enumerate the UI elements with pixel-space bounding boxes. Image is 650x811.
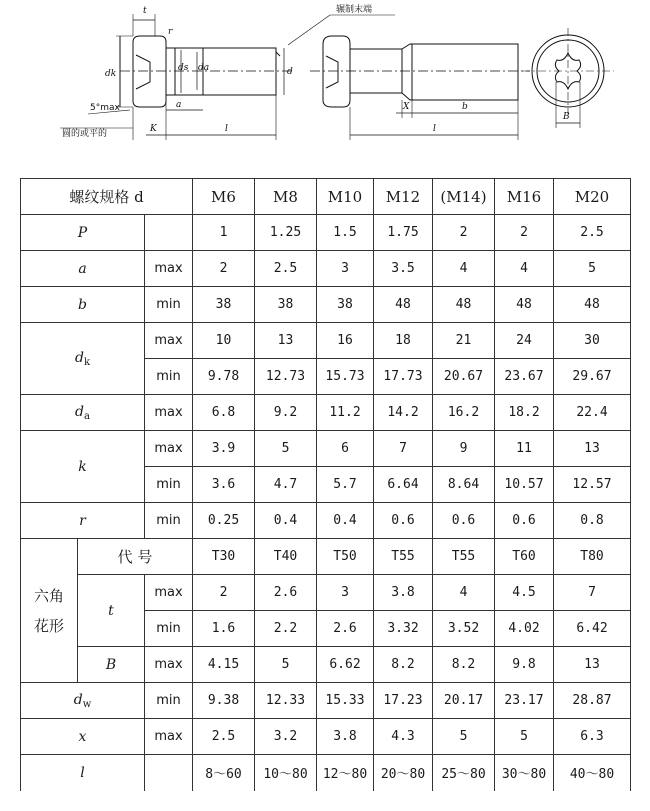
- group-hexalobular: [21, 539, 78, 683]
- symbol-b: b: [21, 287, 145, 323]
- table-row-l: [21, 755, 631, 791]
- limit-dk_max: max: [145, 323, 193, 359]
- cell-da-5: 18.2: [495, 395, 554, 431]
- cell-code-1: T40: [255, 539, 317, 575]
- cell-B-0: 4.15: [193, 647, 255, 683]
- cell-l-1: 10～80: [255, 755, 317, 791]
- symbol-r: r: [21, 503, 145, 539]
- cell-code-4: T55: [433, 539, 495, 575]
- cell-code-3: T55: [374, 539, 433, 575]
- cell-t_min-3: 3.32: [374, 611, 433, 647]
- symbol-l: l: [21, 755, 145, 791]
- socket-recess: [136, 55, 150, 89]
- cell-dw-3: 17.23: [374, 683, 433, 719]
- symbol-subscript: a: [84, 410, 90, 422]
- cell-dk_min-1: 12.73: [255, 359, 317, 395]
- cell-t_min-2: 2.6: [317, 611, 374, 647]
- cell-dk_min-6: 29.67: [554, 359, 631, 395]
- symbol-dw: $d_w$: [21, 683, 145, 719]
- label-max-angle: 5°max: [90, 103, 120, 113]
- limit-B: max: [145, 647, 193, 683]
- cell-a-2: 3: [317, 251, 374, 287]
- table-row-code: [21, 539, 631, 575]
- label-d: d: [287, 67, 293, 77]
- cell-dk_min-5: 23.67: [495, 359, 554, 395]
- header-size-0: M6: [193, 179, 255, 215]
- header-size-1: M8: [255, 179, 317, 215]
- cell-dk_min-2: 15.73: [317, 359, 374, 395]
- symbol-subscript: w: [82, 698, 92, 710]
- cell-x-6: 6.3: [554, 719, 631, 755]
- cell-dw-5: 23.17: [495, 683, 554, 719]
- symbol-a: a: [21, 251, 145, 287]
- cell-b-3: 48: [374, 287, 433, 323]
- cell-B-2: 6.62: [317, 647, 374, 683]
- cell-da-3: 14.2: [374, 395, 433, 431]
- cell-dk_min-3: 17.73: [374, 359, 433, 395]
- label-dk: dk: [105, 69, 117, 79]
- header-row: [21, 179, 631, 215]
- cell-dw-1: 12.33: [255, 683, 317, 719]
- cell-a-6: 5: [554, 251, 631, 287]
- cell-k_min-0: 3.6: [193, 467, 255, 503]
- label-r: r: [168, 27, 173, 37]
- limit-dk_min: min: [145, 359, 193, 395]
- cell-k_min-5: 10.57: [495, 467, 554, 503]
- label-l-2: l: [433, 124, 436, 134]
- cell-dk_max-3: 18: [374, 323, 433, 359]
- label-B: B: [563, 112, 570, 122]
- cell-t_max-5: 4.5: [495, 575, 554, 611]
- cell-k_max-4: 9: [433, 431, 495, 467]
- cell-x-0: 2.5: [193, 719, 255, 755]
- cell-t_min-1: 2.2: [255, 611, 317, 647]
- header-size-6: M20: [554, 179, 631, 215]
- cell-t_max-2: 3: [317, 575, 374, 611]
- cell-a-4: 4: [433, 251, 495, 287]
- table-row-da: [21, 395, 631, 431]
- table-row-B: [21, 647, 631, 683]
- cell-P-1: 1.25: [255, 215, 317, 251]
- cell-dk_max-4: 21: [433, 323, 495, 359]
- cell-r-0: 0.25: [193, 503, 255, 539]
- group-label-line: 六角: [33, 586, 64, 605]
- cell-r-3: 0.6: [374, 503, 433, 539]
- screw-head-outline-2: [323, 36, 350, 107]
- label-k: K: [150, 124, 157, 134]
- cell-l-2: 12～80: [317, 755, 374, 791]
- limit-k_min: min: [145, 467, 193, 503]
- cell-dw-0: 9.38: [193, 683, 255, 719]
- header-size-2: M10: [317, 179, 374, 215]
- label-ds: ds: [178, 63, 189, 73]
- cell-b-1: 38: [255, 287, 317, 323]
- cell-code-5: T60: [495, 539, 554, 575]
- cell-dw-4: 20.17: [433, 683, 495, 719]
- limit-da: max: [145, 395, 193, 431]
- header-size-3: M12: [374, 179, 433, 215]
- cell-b-4: 48: [433, 287, 495, 323]
- cell-t_min-6: 6.42: [554, 611, 631, 647]
- group-label-line: 花形: [33, 616, 64, 635]
- limit-t_max: max: [145, 575, 193, 611]
- cell-k_max-2: 6: [317, 431, 374, 467]
- cell-k_max-6: 13: [554, 431, 631, 467]
- cell-t_max-6: 7: [554, 575, 631, 611]
- cell-B-6: 13: [554, 647, 631, 683]
- cell-P-6: 2.5: [554, 215, 631, 251]
- cell-x-1: 3.2: [255, 719, 317, 755]
- cell-l-3: 20～80: [374, 755, 433, 791]
- limit-r: min: [145, 503, 193, 539]
- cell-P-3: 1.75: [374, 215, 433, 251]
- table-row-a: [21, 251, 631, 287]
- label-da: da: [198, 63, 210, 73]
- cell-t_min-5: 4.02: [495, 611, 554, 647]
- cell-B-5: 9.8: [495, 647, 554, 683]
- cell-da-0: 6.8: [193, 395, 255, 431]
- cell-code-6: T80: [554, 539, 631, 575]
- cell-dk_max-0: 10: [193, 323, 255, 359]
- label-b: b: [462, 102, 468, 112]
- symbol-x: x: [21, 719, 145, 755]
- cell-k_min-1: 4.7: [255, 467, 317, 503]
- cell-t_max-4: 4: [433, 575, 495, 611]
- cell-k_min-6: 12.57: [554, 467, 631, 503]
- header-label: 螺纹规格 d: [21, 179, 193, 215]
- table-row-x: [21, 719, 631, 755]
- cell-B-1: 5: [255, 647, 317, 683]
- cell-code-2: T50: [317, 539, 374, 575]
- cell-x-3: 4.3: [374, 719, 433, 755]
- cell-P-0: 1: [193, 215, 255, 251]
- cell-B-3: 8.2: [374, 647, 433, 683]
- specification-table: [20, 178, 631, 791]
- table-row-dk_max: [21, 323, 631, 359]
- cell-dk_max-1: 13: [255, 323, 317, 359]
- cell-a-0: 2: [193, 251, 255, 287]
- symbol-k_max: k: [21, 431, 145, 503]
- cell-k_min-4: 8.64: [433, 467, 495, 503]
- cell-t_max-1: 2.6: [255, 575, 317, 611]
- table-row-t_max: [21, 575, 631, 611]
- label-a: a: [176, 100, 182, 110]
- cell-dk_max-5: 24: [495, 323, 554, 359]
- cell-r-5: 0.6: [495, 503, 554, 539]
- code-label: 代 号: [78, 539, 193, 575]
- symbol-da: $d_a$: [21, 395, 145, 431]
- cell-k_max-5: 11: [495, 431, 554, 467]
- cell-r-6: 0.8: [554, 503, 631, 539]
- cell-k_min-3: 6.64: [374, 467, 433, 503]
- cell-b-5: 48: [495, 287, 554, 323]
- cell-k_max-0: 3.9: [193, 431, 255, 467]
- cell-a-1: 2.5: [255, 251, 317, 287]
- cell-l-0: 8～60: [193, 755, 255, 791]
- label-t: t: [143, 6, 147, 16]
- cell-k_max-3: 7: [374, 431, 433, 467]
- cell-k_max-1: 5: [255, 431, 317, 467]
- symbol-B: B: [78, 647, 145, 683]
- cell-l-5: 30～80: [495, 755, 554, 791]
- table-row-k_max: [21, 431, 631, 467]
- table-row-b: [21, 287, 631, 323]
- cell-b-0: 38: [193, 287, 255, 323]
- label-l: l: [225, 124, 228, 134]
- cell-r-4: 0.6: [433, 503, 495, 539]
- table-row-r: [21, 503, 631, 539]
- cell-b-2: 38: [317, 287, 374, 323]
- symbol-subscript: k: [83, 356, 91, 368]
- cell-x-5: 5: [495, 719, 554, 755]
- cell-a-3: 3.5: [374, 251, 433, 287]
- symbol-P: P: [21, 215, 145, 251]
- cell-x-2: 3.8: [317, 719, 374, 755]
- limit-t_min: min: [145, 611, 193, 647]
- cell-P-4: 2: [433, 215, 495, 251]
- cell-t_min-4: 3.52: [433, 611, 495, 647]
- cell-l-6: 40～80: [554, 755, 631, 791]
- cell-dk_min-0: 9.78: [193, 359, 255, 395]
- cell-dw-6: 28.87: [554, 683, 631, 719]
- table-row-P: [21, 215, 631, 251]
- symbol-t: t: [78, 575, 145, 647]
- cell-r-2: 0.4: [317, 503, 374, 539]
- limit-P: [145, 215, 193, 251]
- cell-b-6: 48: [554, 287, 631, 323]
- cell-code-0: T30: [193, 539, 255, 575]
- cell-a-5: 4: [495, 251, 554, 287]
- header-size-4: (M14): [433, 179, 495, 215]
- cell-da-4: 16.2: [433, 395, 495, 431]
- table-row-dw: [21, 683, 631, 719]
- cell-k_min-2: 5.7: [317, 467, 374, 503]
- label-ground-end: 辗制末端: [336, 5, 373, 15]
- limit-dw: min: [145, 683, 193, 719]
- cell-da-1: 9.2: [255, 395, 317, 431]
- limit-x: max: [145, 719, 193, 755]
- cell-da-2: 11.2: [317, 395, 374, 431]
- cell-dw-2: 15.33: [317, 683, 374, 719]
- cell-dk_max-6: 30: [554, 323, 631, 359]
- cell-t_max-0: 2: [193, 575, 255, 611]
- label-rounded-or-flat: 圆的或平的: [62, 129, 108, 139]
- cell-da-6: 22.4: [554, 395, 631, 431]
- limit-k_max: max: [145, 431, 193, 467]
- cell-l-4: 25～80: [433, 755, 495, 791]
- label-x: X: [403, 102, 410, 112]
- symbol-dk_max: $d_k$: [21, 323, 145, 395]
- limit-l: [145, 755, 193, 791]
- limit-a: max: [145, 251, 193, 287]
- header-size-5: M16: [495, 179, 554, 215]
- screw-technical-drawing: [0, 0, 650, 165]
- cell-t_min-0: 1.6: [193, 611, 255, 647]
- cell-dk_max-2: 16: [317, 323, 374, 359]
- cell-r-1: 0.4: [255, 503, 317, 539]
- cell-x-4: 5: [433, 719, 495, 755]
- cell-dk_min-4: 20.67: [433, 359, 495, 395]
- cell-P-2: 1.5: [317, 215, 374, 251]
- cell-P-5: 2: [495, 215, 554, 251]
- limit-b: min: [145, 287, 193, 323]
- cell-t_max-3: 3.8: [374, 575, 433, 611]
- cell-B-4: 8.2: [433, 647, 495, 683]
